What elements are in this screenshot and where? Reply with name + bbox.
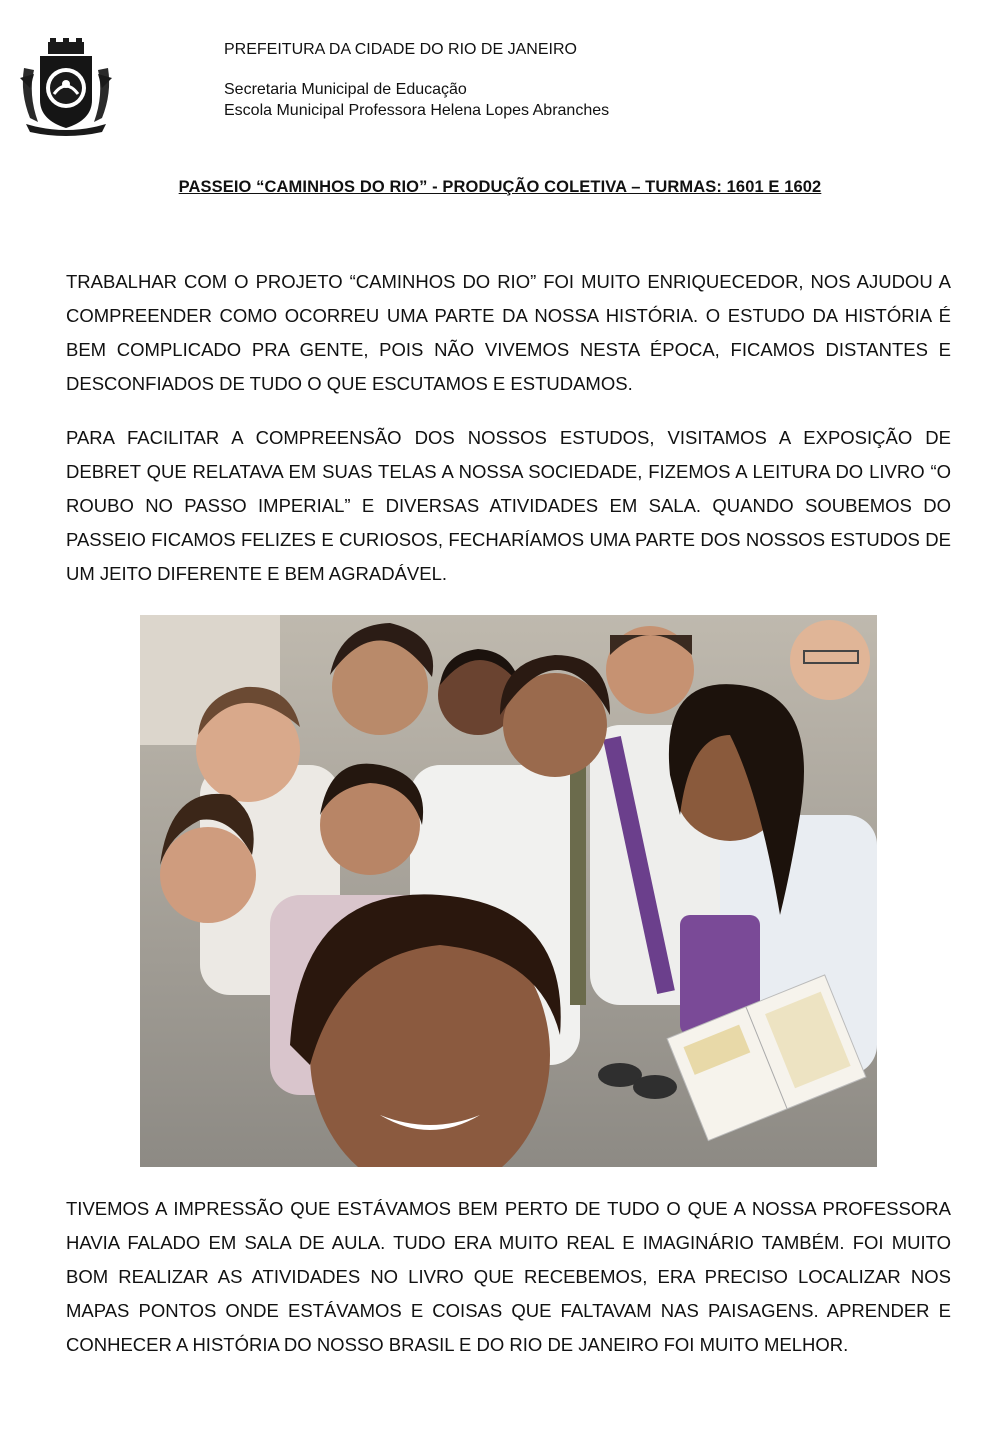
paragraph-2: PARA FACILITAR A COMPREENSÃO DOS NOSSOS ESTUDOS, VISITAMOS A EXPOSIÇÃO DE DEBRET QUE RELATAVA EM SUAS TELAS A NOSSA SOCIEDADE, FIZEMOS A LEITURA DO LIVRO “O ROUBO NO PASSO IMPERIAL” E DIVERSAS ATIVIDADES EM SALA. QUANDO SOUBEMOS DO PASSEIO FICAMOS FELIZES E CURIOSOS, FECHARÍAMOS UMA PARTE DOS NOSSOS ESTUDOS DE UM JEITO DIFERENTE E BEM AGRADÁVEL. — [66, 427, 951, 584]
paragraph-3: TIVEMOS A IMPRESSÃO QUE ESTÁVAMOS BEM PERTO DE TUDO O QUE A NOSSA PROFESSORA HAVIA FALADO EM SALA DE AULA. TUDO ERA MUITO REAL E IMAGINÁRIO TAMBÉM. FOI MUITO BOM REALIZAR AS ATIVIDADES NO LIVRO QUE RECEBEMOS, ERA PRECISO LOCALIZAR NOS MAPAS PONTOS ONDE ESTÁVAMOS E COISAS QUE FALTAVAM NAS PAISAGENS. APRENDER E CONHECER A HISTÓRIA DO NOSSO BRASIL E DO RIO DE JANEIRO FOI MUITO MELHOR. — [66, 1198, 951, 1355]
group-selfie-photo — [140, 615, 877, 1167]
paragraph-1: TRABALHAR COM O PROJETO “CAMINHOS DO RIO” FOI MUITO ENRIQUECEDOR, NOS AJUDOU A COMPREENDER COMO OCORREU UMA PARTE DA NOSSA HISTÓRIA. O ESTUDO DA HISTÓRIA É BEM COMPLICADO PRA GENTE, POIS NÃO VIVEMOS NESTA ÉPOCA, FICAMOS DISTANTES E DESCONFIADOS DE TUDO O QUE ESCUTAMOS E ESTUDAMOS. — [66, 271, 951, 394]
header-school: Escola Municipal Professora Helena Lopes Abranches — [224, 102, 610, 119]
document-title: PASSEIO “CAMINHOS DO RIO” - PRODUÇÃO COLETIVA – TURMAS: 1601 E 1602 — [178, 178, 822, 196]
header-city-hall: PREFEITURA DA CIDADE DO RIO DE JANEIRO — [224, 41, 577, 58]
header-secretariat: Secretaria Municipal de Educação — [224, 81, 467, 98]
city-coat-of-arms-icon — [16, 38, 116, 136]
